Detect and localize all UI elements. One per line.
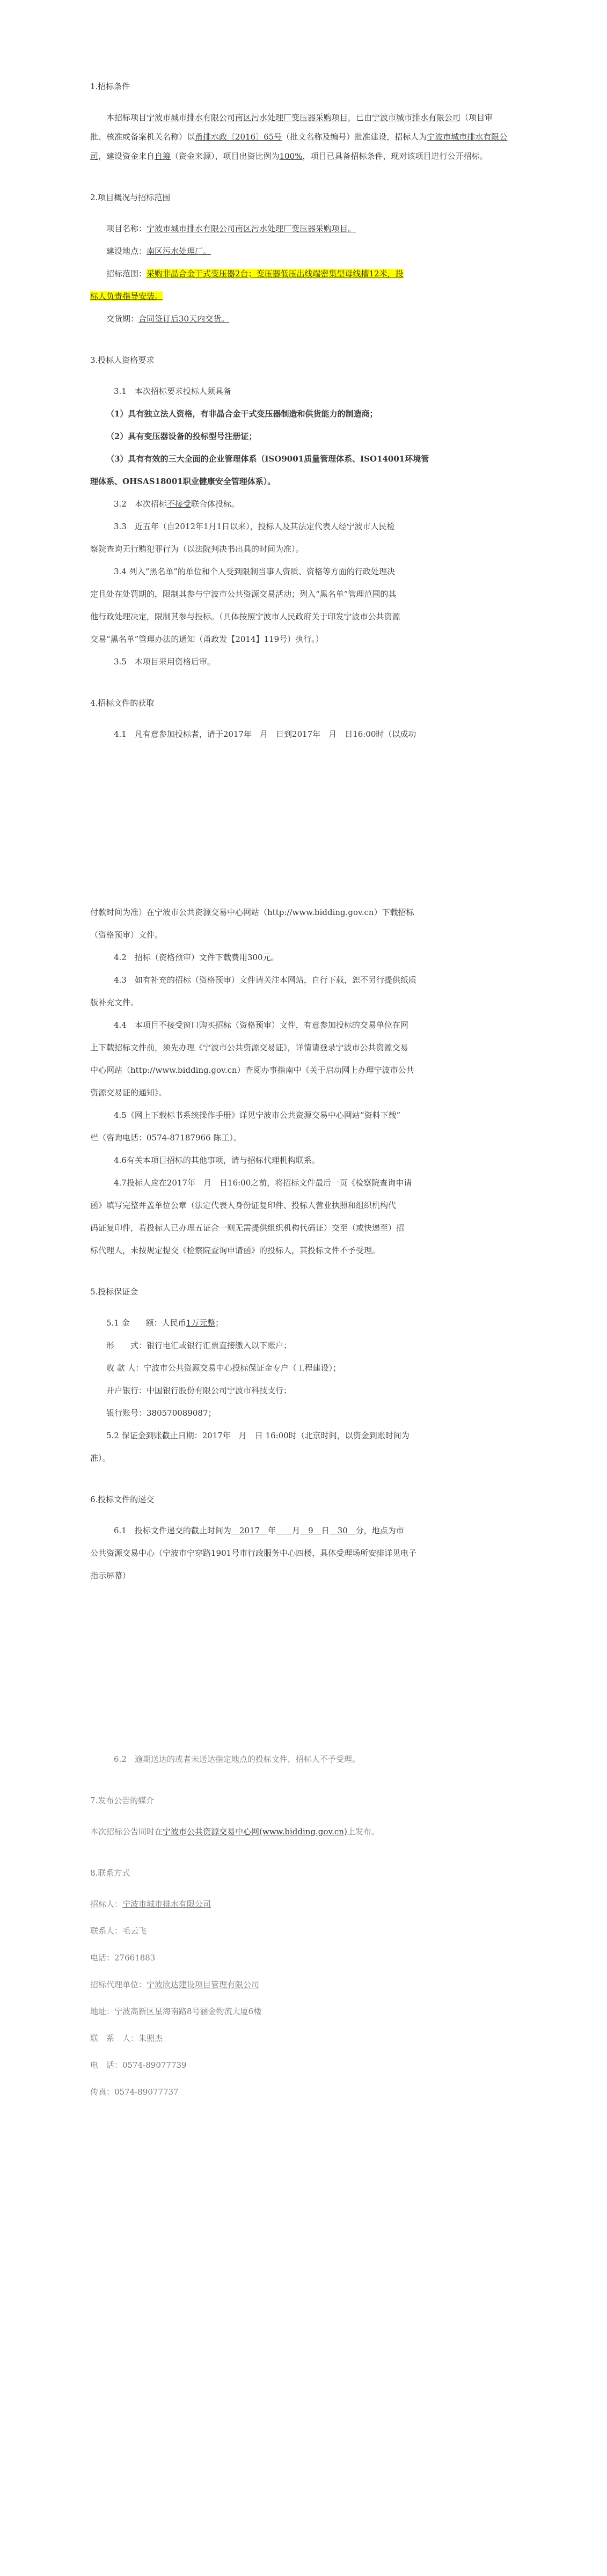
value: 标人负责指导安装。 — [90, 291, 163, 301]
req-3-4-cont: 交易“黑名单”管理办法的通知（甬政发【2014】119号）执行。） — [90, 634, 324, 644]
text: 分，地点为市 — [355, 1526, 404, 1535]
req-3-4: 3.4 列入“黑名单”的单位和个人受到限制当事人资质、资格等方面的行政处理决 — [114, 567, 395, 576]
project-name-row — [90, 219, 509, 238]
item-4-3: 4.3 如有补充的招标（资格预审）文件请关注本网站，自行下载，恕不另行提供纸质 — [114, 975, 416, 985]
req-3-1-b: （2）具有变压器设备的投标型号注册证； — [106, 431, 257, 441]
deposit-bank: 开户银行：中国银行股份有限公司宁波市科技支行； — [106, 1386, 292, 1395]
project-name: 宁波市城市排水有限公司南区污水处理厂变压器采购项目 — [147, 113, 348, 122]
agent-row — [90, 1975, 509, 1994]
agent-phone-row: 电 话：0574-89077739 — [90, 2060, 187, 2070]
req-3-1-a: （1）具有独立法人资格，有非晶合金干式变压器制造和供货能力的制造商； — [106, 409, 378, 419]
label: 招标代理单位： — [90, 1980, 147, 1989]
value: 宁波欣达建设项目管理有限公司 — [147, 1980, 260, 1989]
req-3-1-c-cont: 理体系、OHSAS18001职业健康安全管理体系）。 — [90, 477, 276, 486]
day: 9 — [300, 1526, 321, 1535]
text: 本次招标公告同时在 — [90, 1827, 163, 1836]
contact-info — [90, 1894, 509, 2102]
address-row: 地址：宁波高新区星海南路8号涵金物流大厦6楼 — [90, 2007, 262, 2016]
label: 5.1 金 额：人民币 — [106, 1318, 186, 1328]
text: 年 — [268, 1526, 276, 1535]
item-4-4-cont: 中心网站（http://www.bidding.gov.cn）查阅办事指南中《关于启动网上办理宁波市公共 — [90, 1065, 414, 1075]
section-title-1: 1.招标条件 — [90, 82, 130, 91]
scope-row — [90, 264, 509, 283]
value: 1万元整 — [186, 1318, 216, 1328]
text: 日 — [321, 1526, 330, 1535]
text: 3.2 本次招标 — [114, 499, 167, 509]
label: 招标范围： — [106, 269, 147, 279]
deposit-due-cont: 准）。 — [90, 1453, 111, 1463]
item-4-4-cont: 上下载招标文件前，须先办理《宁波市公共资源交易证》，详情请登录宁波市公共资源交易 — [90, 1043, 408, 1052]
item-4-7-cont: 函》填写完整并盖单位公章（法定代表人身份证复印件、投标人营业执照和组织机构代 — [90, 1201, 397, 1210]
value: 合同签订后30天内交货。 — [138, 314, 230, 324]
tender-conditions-paragraph — [90, 108, 509, 166]
req-3-2 — [90, 494, 509, 514]
item-4-1: 4.1 凡有意参加投标者，请于2017年 月 日到2017年 月 日16:00时（以成功 — [114, 729, 416, 739]
text: （资金来源），项目出资比例为 — [171, 151, 280, 161]
text: 本招标项目 — [106, 113, 147, 122]
delivery-row — [90, 309, 509, 328]
text: ，建设资金来自 — [98, 151, 155, 161]
item-4-1-cont: 付款时间为准）在宁波市公共资源交易中心网站（http://www.bidding.gov.cn）下载招标 — [90, 908, 414, 917]
submission-location: 公共资源交易中心（宁波市宁穿路1901号市行政服务中心四楼，具体受理场所安排详见电子 — [90, 1548, 417, 1558]
fund-source: 自筹 — [155, 151, 171, 161]
text: （批文名称及编号）批准建设，招标人为 — [282, 132, 427, 142]
tenderer-row — [90, 1894, 509, 1914]
contact-person-row: 联系人：毛云飞 — [90, 1926, 147, 1936]
text: ，已由 — [348, 113, 372, 122]
section-title-4: 4.招标文件的获取 — [90, 698, 155, 708]
item-4-4-cont: 资源交易证的通知》。 — [90, 1088, 167, 1097]
text: ； — [215, 1318, 224, 1328]
label: 项目名称： — [106, 224, 147, 233]
req-3-4-cont: 定且处在处罚期的，限制其参与宁波市公共资源交易活动；列入“黑名单”管理范围的其 — [90, 589, 397, 599]
req-3-5: 3.5 本项目采用资格后审。 — [114, 657, 215, 667]
deposit-account: 银行账号：380570089087； — [106, 1408, 216, 1418]
req-3-1-c: （3）具有有效的三大全面的企业管理体系（ISO9001质量管理体系、ISO14001环境管 — [106, 454, 429, 464]
month — [276, 1526, 292, 1535]
fund-ratio: 100% — [279, 151, 303, 161]
item-4-4: 4.4 本项目不接受窗口购买招标（资格预审）文件，有意参加投标的交易单位在网 — [114, 1020, 408, 1030]
submission-deadline — [90, 1521, 509, 1540]
section-title-8: 8.联系方式 — [90, 1868, 130, 1878]
item-4-2: 4.2 招标（资格预审）文件下载费用300元。 — [114, 953, 279, 962]
deposit-amount — [90, 1313, 509, 1333]
phone-row: 电话：27661883 — [90, 1953, 156, 1963]
text: 上发布。 — [347, 1827, 379, 1836]
text: 月 — [292, 1526, 301, 1535]
submission-location-cont: 指示屏幕） — [90, 1571, 131, 1580]
approver-name: 宁波市城市排水有限公司 — [372, 113, 461, 122]
deposit-due: 5.2 保证金到账截止日期：2017年 月 日 16:00时（北京时间，以资金到账时间为 — [106, 1431, 409, 1440]
late-submission-note: 6.2 逾期送达的或者未送达指定地点的投标文件，招标人不予受理。 — [114, 1754, 360, 1764]
item-4-7-cont: 标代理人，未按规定提交《检察院查询申请函》的投标人，其投标文件不予受理。 — [90, 1246, 381, 1255]
text: （项目审批、核准或备案机关名称）以 — [90, 113, 493, 142]
item-4-3-cont: 版补充文件。 — [90, 998, 139, 1007]
section-title-5: 5.投标保证金 — [90, 1287, 138, 1297]
req-3-3: 3.3 近五年（自2012年1月1日以来），投标人及其法定代表人经宁波市人民检 — [114, 522, 395, 531]
section-title-7: 7.发布公告的媒介 — [90, 1796, 155, 1805]
item-4-7: 4.7投标人应在2017年 月 日16:00之前，将招标文件最后一页《检察院查询申请 — [114, 1178, 412, 1188]
item-4-7-cont: 码证复印件，若投标人已办理五证合一则无需提供组织机构代码证）交至（或快递至）招 — [90, 1223, 405, 1233]
site-row — [90, 241, 509, 261]
req-3-1: 3.1 本次招标要求投标人须具备 — [114, 386, 231, 396]
text: 联合体投标。 — [191, 499, 239, 509]
section-title-2: 2.项目概况与招标范围 — [90, 193, 171, 202]
tenderer-name: 宁波市城市排水有限公司 — [90, 132, 508, 161]
time: 30 — [329, 1526, 356, 1535]
label: 招标人： — [90, 1899, 123, 1909]
blank-space — [90, 1589, 509, 1750]
text: ，项目已具备招标条件，现对该项目进行公开招标。 — [302, 151, 488, 161]
deposit-form: 形 式：银行电汇或银行汇票直接缴入以下账户； — [106, 1341, 292, 1350]
value: 采购非晶合金干式变压器2台；变压器低压出线端密集型母线槽12米，投 — [147, 269, 404, 279]
label: 交货期： — [106, 314, 139, 324]
value: 不接受 — [166, 499, 191, 509]
item-4-5: 4.5《网上下载标书系统操作手册》详见宁波市公共资源交易中心网站“资料下载” — [114, 1110, 401, 1120]
blank-space — [90, 747, 509, 903]
media-paragraph — [90, 1822, 509, 1841]
item-4-1-cont: （资格预审）文件。 — [90, 930, 163, 940]
item-4-6: 4.6有关本项目招标的其他事项，请与招标代理机构联系。 — [114, 1155, 320, 1165]
text: 6.1 投标文件递交的截止时间为 — [114, 1526, 231, 1535]
approval-doc-number: 甬排水政〔2016〕65号 — [195, 132, 282, 142]
tender-announcement — [90, 80, 509, 2109]
fax-row: 传真：0574-89077737 — [90, 2087, 179, 2097]
agent-contact-row: 联 系 人：朱照杰 — [90, 2033, 163, 2043]
value: 宁波市城市排水有限公司 — [122, 1899, 211, 1909]
deposit-payee: 收 款 人：宁波市公共资源交易中心投标保证金专户（工程建设）； — [106, 1363, 341, 1373]
req-3-4-cont: 他行政处理决定，限制其参与投标。（具体按照宁波市人民政府关于印发宁波市公共资源 — [90, 612, 400, 621]
section-title-3: 3.投标人资格要求 — [90, 355, 155, 365]
bidding-center-link[interactable]: 宁波市公共资源交易中心网(www.bidding.gov.cn) — [163, 1827, 347, 1836]
req-3-3-cont: 察院查询无行贿犯罪行为（以法院判决书出具的时间为准）。 — [90, 544, 304, 554]
value: 南区污水处理厂。 — [147, 246, 211, 256]
section-title-6: 6.投标文件的递交 — [90, 1495, 155, 1504]
scope-row-cont — [90, 287, 509, 306]
year: 2017 — [231, 1526, 268, 1535]
label: 建设地点： — [106, 246, 147, 256]
item-4-5-cont: 栏（咨询电话：0574-87187966 陈工）。 — [90, 1133, 242, 1143]
value: 宁波市城市排水有限公司南区污水处理厂变压器采购项目。 — [147, 224, 356, 233]
